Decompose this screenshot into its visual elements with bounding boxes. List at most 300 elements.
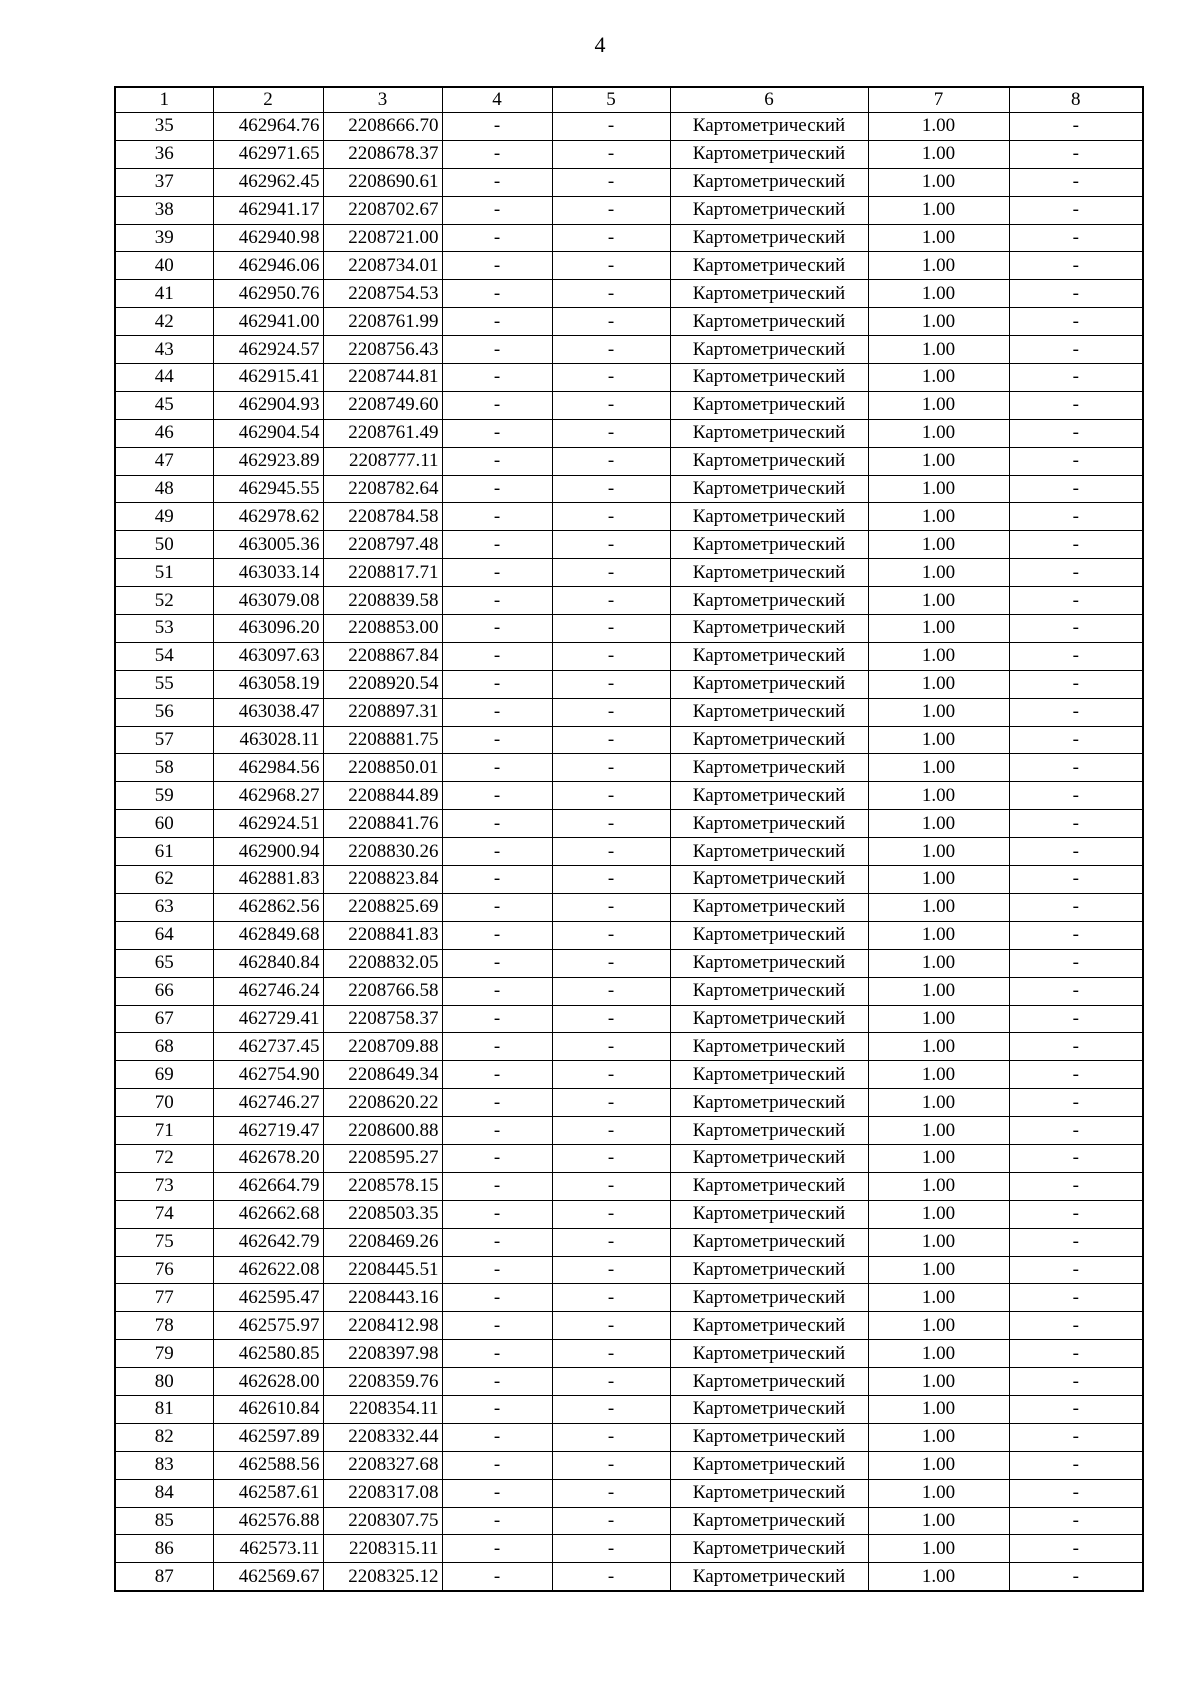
y-coordinate-cell: 2208315.11 — [323, 1535, 442, 1563]
table-row — [115, 224, 1143, 252]
column-5-cell: - — [552, 1507, 670, 1535]
accuracy-cell: 1.00 — [868, 810, 1009, 838]
accuracy-cell: 1.00 — [868, 196, 1009, 224]
point-number-cell: 71 — [115, 1117, 213, 1145]
y-coordinate-cell: 2208595.27 — [323, 1144, 442, 1172]
x-coordinate-cell: 462941.17 — [213, 196, 323, 224]
y-coordinate-cell: 2208734.01 — [323, 252, 442, 280]
table-row — [115, 531, 1143, 559]
table-row — [115, 559, 1143, 587]
point-number-cell: 36 — [115, 140, 213, 168]
column-5-cell: - — [552, 754, 670, 782]
column-5-cell: - — [552, 391, 670, 419]
column-4-cell: - — [442, 391, 552, 419]
column-8-cell: - — [1009, 364, 1143, 392]
accuracy-cell: 1.00 — [868, 419, 1009, 447]
column-5-cell: - — [552, 977, 670, 1005]
table-row — [115, 1144, 1143, 1172]
method-cell: Картометрический — [670, 949, 868, 977]
column-4-cell: - — [442, 838, 552, 866]
column-5-cell: - — [552, 113, 670, 141]
x-coordinate-cell: 462900.94 — [213, 838, 323, 866]
table-row — [115, 1284, 1143, 1312]
column-8-cell: - — [1009, 670, 1143, 698]
point-number-cell: 44 — [115, 364, 213, 392]
column-8-cell: - — [1009, 810, 1143, 838]
point-number-cell: 50 — [115, 531, 213, 559]
method-cell: Картометрический — [670, 1340, 868, 1368]
column-8-cell: - — [1009, 1117, 1143, 1145]
x-coordinate-cell: 462754.90 — [213, 1061, 323, 1089]
column-5-cell: - — [552, 1117, 670, 1145]
accuracy-cell: 1.00 — [868, 1340, 1009, 1368]
accuracy-cell: 1.00 — [868, 782, 1009, 810]
y-coordinate-cell: 2208702.67 — [323, 196, 442, 224]
y-coordinate-cell: 2208359.76 — [323, 1368, 442, 1396]
x-coordinate-cell: 463097.63 — [213, 642, 323, 670]
method-cell: Картометрический — [670, 642, 868, 670]
column-8-cell: - — [1009, 168, 1143, 196]
y-coordinate-cell: 2208832.05 — [323, 949, 442, 977]
table-row — [115, 949, 1143, 977]
column-4-cell: - — [442, 782, 552, 810]
column-5-cell: - — [552, 893, 670, 921]
x-coordinate-cell: 462881.83 — [213, 866, 323, 894]
x-coordinate-cell: 462923.89 — [213, 447, 323, 475]
column-4-cell: - — [442, 1423, 552, 1451]
table-row — [115, 364, 1143, 392]
x-coordinate-cell: 462945.55 — [213, 475, 323, 503]
column-5-cell: - — [552, 1200, 670, 1228]
point-number-cell: 84 — [115, 1479, 213, 1507]
x-coordinate-cell: 462610.84 — [213, 1395, 323, 1423]
accuracy-cell: 1.00 — [868, 1117, 1009, 1145]
column-4-cell: - — [442, 252, 552, 280]
column-8-cell: - — [1009, 1061, 1143, 1089]
method-cell: Картометрический — [670, 391, 868, 419]
point-number-cell: 68 — [115, 1033, 213, 1061]
column-8-cell: - — [1009, 252, 1143, 280]
x-coordinate-cell: 462588.56 — [213, 1451, 323, 1479]
column-4-cell: - — [442, 1368, 552, 1396]
method-cell: Картометрический — [670, 1368, 868, 1396]
table-row — [115, 336, 1143, 364]
accuracy-cell: 1.00 — [868, 364, 1009, 392]
method-cell: Картометрический — [670, 977, 868, 1005]
point-number-cell: 69 — [115, 1061, 213, 1089]
column-5-cell: - — [552, 615, 670, 643]
column-8-cell: - — [1009, 587, 1143, 615]
column-header-7: 7 — [868, 87, 1009, 113]
table-row — [115, 977, 1143, 1005]
column-8-cell: - — [1009, 893, 1143, 921]
column-5-cell: - — [552, 1451, 670, 1479]
point-number-cell: 39 — [115, 224, 213, 252]
method-cell: Картометрический — [670, 587, 868, 615]
column-4-cell: - — [442, 1033, 552, 1061]
accuracy-cell: 1.00 — [868, 113, 1009, 141]
x-coordinate-cell: 463096.20 — [213, 615, 323, 643]
column-4-cell: - — [442, 364, 552, 392]
y-coordinate-cell: 2208784.58 — [323, 503, 442, 531]
column-8-cell: - — [1009, 1312, 1143, 1340]
column-5-cell: - — [552, 1535, 670, 1563]
column-4-cell: - — [442, 949, 552, 977]
column-5-cell: - — [552, 1061, 670, 1089]
column-4-cell: - — [442, 559, 552, 587]
column-4-cell: - — [442, 224, 552, 252]
y-coordinate-cell: 2208690.61 — [323, 168, 442, 196]
y-coordinate-cell: 2208881.75 — [323, 726, 442, 754]
column-4-cell: - — [442, 1172, 552, 1200]
point-number-cell: 43 — [115, 336, 213, 364]
column-4-cell: - — [442, 280, 552, 308]
column-8-cell: - — [1009, 1535, 1143, 1563]
column-4-cell: - — [442, 1479, 552, 1507]
column-5-cell: - — [552, 364, 670, 392]
table-row — [115, 698, 1143, 726]
point-number-cell: 82 — [115, 1423, 213, 1451]
method-cell: Картометрический — [670, 1005, 868, 1033]
column-5-cell: - — [552, 475, 670, 503]
method-cell: Картометрический — [670, 559, 868, 587]
x-coordinate-cell: 462940.98 — [213, 224, 323, 252]
accuracy-cell: 1.00 — [868, 531, 1009, 559]
point-number-cell: 73 — [115, 1172, 213, 1200]
x-coordinate-cell: 463005.36 — [213, 531, 323, 559]
y-coordinate-cell: 2208721.00 — [323, 224, 442, 252]
x-coordinate-cell: 463058.19 — [213, 670, 323, 698]
y-coordinate-cell: 2208469.26 — [323, 1228, 442, 1256]
column-8-cell: - — [1009, 1563, 1143, 1591]
table-row — [115, 196, 1143, 224]
table-row — [115, 168, 1143, 196]
y-coordinate-cell: 2208850.01 — [323, 754, 442, 782]
x-coordinate-cell: 462729.41 — [213, 1005, 323, 1033]
column-4-cell: - — [442, 196, 552, 224]
column-4-cell: - — [442, 866, 552, 894]
column-8-cell: - — [1009, 1451, 1143, 1479]
column-8-cell: - — [1009, 642, 1143, 670]
accuracy-cell: 1.00 — [868, 168, 1009, 196]
table-row — [115, 475, 1143, 503]
method-cell: Картометрический — [670, 1563, 868, 1591]
y-coordinate-cell: 2208761.99 — [323, 308, 442, 336]
column-5-cell: - — [552, 280, 670, 308]
x-coordinate-cell: 462576.88 — [213, 1507, 323, 1535]
column-header-6: 6 — [670, 87, 868, 113]
y-coordinate-cell: 2208620.22 — [323, 1089, 442, 1117]
column-4-cell: - — [442, 1061, 552, 1089]
method-cell: Картометрический — [670, 224, 868, 252]
table-row — [115, 308, 1143, 336]
point-number-cell: 37 — [115, 168, 213, 196]
column-8-cell: - — [1009, 698, 1143, 726]
column-4-cell: - — [442, 1451, 552, 1479]
x-coordinate-cell: 462968.27 — [213, 782, 323, 810]
column-4-cell: - — [442, 336, 552, 364]
column-4-cell: - — [442, 1395, 552, 1423]
x-coordinate-cell: 462587.61 — [213, 1479, 323, 1507]
table-row — [115, 1228, 1143, 1256]
point-number-cell: 60 — [115, 810, 213, 838]
column-8-cell: - — [1009, 140, 1143, 168]
y-coordinate-cell: 2208678.37 — [323, 140, 442, 168]
accuracy-cell: 1.00 — [868, 866, 1009, 894]
table-row — [115, 754, 1143, 782]
column-8-cell: - — [1009, 1144, 1143, 1172]
point-number-cell: 46 — [115, 419, 213, 447]
column-8-cell: - — [1009, 1172, 1143, 1200]
column-5-cell: - — [552, 531, 670, 559]
accuracy-cell: 1.00 — [868, 1423, 1009, 1451]
x-coordinate-cell: 462662.68 — [213, 1200, 323, 1228]
accuracy-cell: 1.00 — [868, 1284, 1009, 1312]
y-coordinate-cell: 2208749.60 — [323, 391, 442, 419]
y-coordinate-cell: 2208600.88 — [323, 1117, 442, 1145]
method-cell: Картометрический — [670, 670, 868, 698]
accuracy-cell: 1.00 — [868, 1312, 1009, 1340]
column-5-cell: - — [552, 1395, 670, 1423]
column-4-cell: - — [442, 1005, 552, 1033]
point-number-cell: 49 — [115, 503, 213, 531]
x-coordinate-cell: 462580.85 — [213, 1340, 323, 1368]
method-cell: Картометрический — [670, 1256, 868, 1284]
method-cell: Картометрический — [670, 1451, 868, 1479]
column-4-cell: - — [442, 1535, 552, 1563]
y-coordinate-cell: 2208325.12 — [323, 1563, 442, 1591]
column-4-cell: - — [442, 1089, 552, 1117]
column-5-cell: - — [552, 1228, 670, 1256]
column-4-cell: - — [442, 503, 552, 531]
y-coordinate-cell: 2208354.11 — [323, 1395, 442, 1423]
y-coordinate-cell: 2208666.70 — [323, 113, 442, 141]
accuracy-cell: 1.00 — [868, 1563, 1009, 1591]
table-row — [115, 670, 1143, 698]
table-row — [115, 838, 1143, 866]
y-coordinate-cell: 2208397.98 — [323, 1340, 442, 1368]
y-coordinate-cell: 2208758.37 — [323, 1005, 442, 1033]
point-number-cell: 62 — [115, 866, 213, 894]
column-5-cell: - — [552, 1144, 670, 1172]
point-number-cell: 48 — [115, 475, 213, 503]
column-8-cell: - — [1009, 838, 1143, 866]
column-5-cell: - — [552, 1340, 670, 1368]
x-coordinate-cell: 462628.00 — [213, 1368, 323, 1396]
column-4-cell: - — [442, 642, 552, 670]
method-cell: Картометрический — [670, 364, 868, 392]
column-8-cell: - — [1009, 447, 1143, 475]
column-4-cell: - — [442, 447, 552, 475]
x-coordinate-cell: 463028.11 — [213, 726, 323, 754]
y-coordinate-cell: 2208443.16 — [323, 1284, 442, 1312]
table-row — [115, 1479, 1143, 1507]
y-coordinate-cell: 2208777.11 — [323, 447, 442, 475]
column-5-cell: - — [552, 559, 670, 587]
x-coordinate-cell: 462678.20 — [213, 1144, 323, 1172]
accuracy-cell: 1.00 — [868, 587, 1009, 615]
x-coordinate-cell: 462924.57 — [213, 336, 323, 364]
x-coordinate-cell: 462664.79 — [213, 1172, 323, 1200]
column-5-cell: - — [552, 168, 670, 196]
y-coordinate-cell: 2208841.83 — [323, 921, 442, 949]
x-coordinate-cell: 462915.41 — [213, 364, 323, 392]
table-row — [115, 587, 1143, 615]
method-cell: Картометрический — [670, 782, 868, 810]
column-5-cell: - — [552, 587, 670, 615]
column-8-cell: - — [1009, 754, 1143, 782]
accuracy-cell: 1.00 — [868, 642, 1009, 670]
y-coordinate-cell: 2208317.08 — [323, 1479, 442, 1507]
y-coordinate-cell: 2208412.98 — [323, 1312, 442, 1340]
column-5-cell: - — [552, 1312, 670, 1340]
column-8-cell: - — [1009, 391, 1143, 419]
x-coordinate-cell: 462622.08 — [213, 1256, 323, 1284]
y-coordinate-cell: 2208830.26 — [323, 838, 442, 866]
method-cell: Картометрический — [670, 1228, 868, 1256]
method-cell: Картометрический — [670, 475, 868, 503]
column-8-cell: - — [1009, 1089, 1143, 1117]
column-4-cell: - — [442, 419, 552, 447]
method-cell: Картометрический — [670, 1144, 868, 1172]
point-number-cell: 40 — [115, 252, 213, 280]
column-8-cell: - — [1009, 1284, 1143, 1312]
table-row — [115, 1563, 1143, 1591]
column-8-cell: - — [1009, 921, 1143, 949]
column-8-cell: - — [1009, 336, 1143, 364]
y-coordinate-cell: 2208825.69 — [323, 893, 442, 921]
table-row — [115, 726, 1143, 754]
column-8-cell: - — [1009, 1005, 1143, 1033]
point-number-cell: 52 — [115, 587, 213, 615]
point-number-cell: 70 — [115, 1089, 213, 1117]
column-8-cell: - — [1009, 1256, 1143, 1284]
point-number-cell: 75 — [115, 1228, 213, 1256]
method-cell: Картометрический — [670, 921, 868, 949]
x-coordinate-cell: 462904.54 — [213, 419, 323, 447]
column-8-cell: - — [1009, 977, 1143, 1005]
accuracy-cell: 1.00 — [868, 224, 1009, 252]
column-header-3: 3 — [323, 87, 442, 113]
method-cell: Картометрический — [670, 726, 868, 754]
column-8-cell: - — [1009, 419, 1143, 447]
y-coordinate-cell: 2208839.58 — [323, 587, 442, 615]
column-5-cell: - — [552, 642, 670, 670]
point-number-cell: 57 — [115, 726, 213, 754]
table-row — [115, 1117, 1143, 1145]
column-4-cell: - — [442, 308, 552, 336]
method-cell: Картометрический — [670, 866, 868, 894]
column-8-cell: - — [1009, 615, 1143, 643]
table-header — [115, 87, 1143, 113]
point-number-cell: 76 — [115, 1256, 213, 1284]
column-5-cell: - — [552, 782, 670, 810]
point-number-cell: 55 — [115, 670, 213, 698]
table-row — [115, 391, 1143, 419]
column-8-cell: - — [1009, 1507, 1143, 1535]
point-number-cell: 72 — [115, 1144, 213, 1172]
point-number-cell: 65 — [115, 949, 213, 977]
y-coordinate-cell: 2208578.15 — [323, 1172, 442, 1200]
column-8-cell: - — [1009, 280, 1143, 308]
table-row — [115, 1451, 1143, 1479]
table-row — [115, 810, 1143, 838]
table-row — [115, 1172, 1143, 1200]
table-row — [115, 113, 1143, 141]
method-cell: Картометрический — [670, 1507, 868, 1535]
table-row — [115, 893, 1143, 921]
method-cell: Картометрический — [670, 615, 868, 643]
point-number-cell: 45 — [115, 391, 213, 419]
x-coordinate-cell: 462904.93 — [213, 391, 323, 419]
accuracy-cell: 1.00 — [868, 754, 1009, 782]
accuracy-cell: 1.00 — [868, 1172, 1009, 1200]
table-row — [115, 1368, 1143, 1396]
column-5-cell: - — [552, 670, 670, 698]
column-4-cell: - — [442, 977, 552, 1005]
table-row — [115, 280, 1143, 308]
method-cell: Картометрический — [670, 113, 868, 141]
accuracy-cell: 1.00 — [868, 1479, 1009, 1507]
column-5-cell: - — [552, 447, 670, 475]
method-cell: Картометрический — [670, 810, 868, 838]
accuracy-cell: 1.00 — [868, 949, 1009, 977]
column-8-cell: - — [1009, 1340, 1143, 1368]
y-coordinate-cell: 2208327.68 — [323, 1451, 442, 1479]
column-4-cell: - — [442, 810, 552, 838]
column-8-cell: - — [1009, 196, 1143, 224]
column-4-cell: - — [442, 1256, 552, 1284]
point-number-cell: 79 — [115, 1340, 213, 1368]
method-cell: Картометрический — [670, 1395, 868, 1423]
accuracy-cell: 1.00 — [868, 893, 1009, 921]
accuracy-cell: 1.00 — [868, 921, 1009, 949]
table-row — [115, 615, 1143, 643]
column-4-cell: - — [442, 921, 552, 949]
accuracy-cell: 1.00 — [868, 977, 1009, 1005]
point-number-cell: 63 — [115, 893, 213, 921]
column-8-cell: - — [1009, 503, 1143, 531]
column-5-cell: - — [552, 1479, 670, 1507]
y-coordinate-cell: 2208853.00 — [323, 615, 442, 643]
accuracy-cell: 1.00 — [868, 447, 1009, 475]
accuracy-cell: 1.00 — [868, 1228, 1009, 1256]
accuracy-cell: 1.00 — [868, 698, 1009, 726]
method-cell: Картометрический — [670, 419, 868, 447]
column-5-cell: - — [552, 1089, 670, 1117]
table-row — [115, 1535, 1143, 1563]
point-number-cell: 83 — [115, 1451, 213, 1479]
column-5-cell: - — [552, 140, 670, 168]
column-4-cell: - — [442, 475, 552, 503]
column-8-cell: - — [1009, 949, 1143, 977]
column-4-cell: - — [442, 615, 552, 643]
accuracy-cell: 1.00 — [868, 1089, 1009, 1117]
point-number-cell: 56 — [115, 698, 213, 726]
accuracy-cell: 1.00 — [868, 1535, 1009, 1563]
column-8-cell: - — [1009, 531, 1143, 559]
column-5-cell: - — [552, 503, 670, 531]
method-cell: Картометрический — [670, 168, 868, 196]
accuracy-cell: 1.00 — [868, 670, 1009, 698]
accuracy-cell: 1.00 — [868, 336, 1009, 364]
column-4-cell: - — [442, 1228, 552, 1256]
table-row — [115, 1340, 1143, 1368]
column-header-5: 5 — [552, 87, 670, 113]
method-cell: Картометрический — [670, 196, 868, 224]
column-4-cell: - — [442, 587, 552, 615]
column-8-cell: - — [1009, 224, 1143, 252]
